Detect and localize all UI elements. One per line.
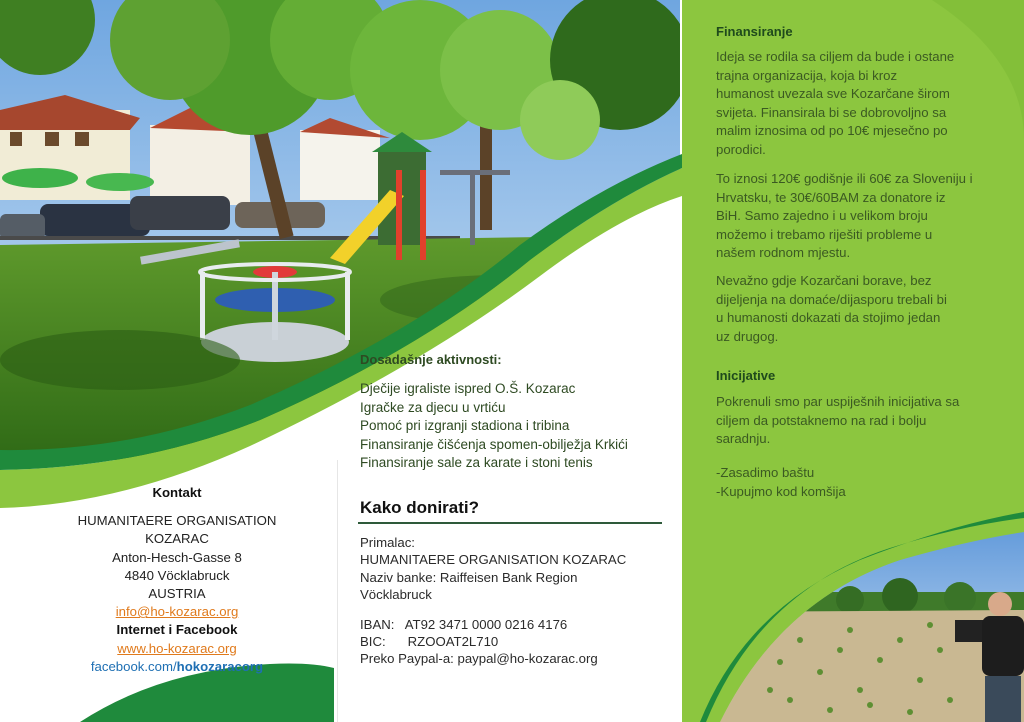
spacer <box>60 502 294 512</box>
donate-heading: Kako donirati? <box>360 498 480 517</box>
initiatives-paragraph <box>716 393 959 449</box>
recipient-name: HUMANITAERE ORGANISATION KOZARAC <box>360 552 627 568</box>
text-line: Pokrenuli smo par uspiješnih inicijativa sa <box>716 394 960 409</box>
city: 4840 Vöcklabruck <box>124 567 230 583</box>
text-line: To iznosi 120€ godišnje ili 60€ za Sloveniju i <box>716 171 973 186</box>
web-heading: Internet i Facebook <box>116 622 238 638</box>
iban: IBAN: AT92 3471 0000 0216 4176 <box>360 616 568 632</box>
financing-paragraph-3 <box>716 272 947 346</box>
facebook-prefix: facebook.com/ <box>90 658 177 674</box>
text-line: BiH. Samo zajedno i u velikom broju <box>716 208 928 224</box>
recipient-label: Primalac: <box>360 535 415 550</box>
initiatives-heading: Inicijative <box>716 368 776 383</box>
text-line: saradnju. <box>716 431 771 447</box>
email-link[interactable]: info@ho-kozarac.org <box>115 604 239 620</box>
text-line: trajna organizacija, koja bi kroz <box>716 67 898 83</box>
bank-name-cont: Vöcklabruck <box>360 587 432 603</box>
text-line: Ideja se rodila sa ciljem da bude i ostane <box>716 49 955 64</box>
text-line: našem rodnom mjestu. <box>716 245 851 261</box>
text-line: u humanosti dokazati da stojimo jedan <box>716 310 941 326</box>
list-item: Igračke za djecu u vrtiću <box>360 399 506 415</box>
list-item: Finansiranje sale za karate i stoni tenis <box>360 455 593 471</box>
text-line: možemo i trebamo riješiti probleme u <box>716 226 933 242</box>
initiatives-list <box>716 464 846 501</box>
text-line: Hrvatsku, te 30€/60BAM za donatore iz <box>716 189 946 205</box>
country: AUSTRIA <box>148 586 206 602</box>
list-item: Dječije igraliste ispred O.Š. Kozarac <box>360 381 576 396</box>
activities-list <box>360 380 628 473</box>
spacer <box>360 604 626 616</box>
text-line: humanost uvezala sve Kozarčane širom <box>716 86 950 102</box>
org-name: HUMANITAERE ORGANISATION <box>77 513 277 529</box>
text-line: Nevažno gdje Kozarčani borave, bez <box>716 273 932 288</box>
contact-block <box>60 484 294 676</box>
financing-heading: Finansiranje <box>716 24 793 39</box>
text-line: svijeta. Finansirala bi se dobrovoljno sa <box>716 104 947 120</box>
facebook-handle: hokozaracorg <box>176 658 264 674</box>
column-divider <box>337 460 338 722</box>
facebook-link[interactable] <box>60 658 294 676</box>
contact-heading: Kontakt <box>152 485 202 500</box>
donate-divider <box>358 522 662 524</box>
list-item: -Kupujmo kod komšija <box>716 483 846 499</box>
list-item: Pomoć pri izgranji stadiona i tribina <box>360 418 570 434</box>
bic: BIC: RZOOAT2L710 <box>360 634 499 650</box>
text-line: ciljem da potstaknemo na rad i bolju <box>716 412 927 428</box>
list-item: -Zasadimo baštu <box>716 465 815 480</box>
text-line: malim iznosima od po 10€ mjesečno po <box>716 123 948 139</box>
financing-paragraph-1 <box>716 48 954 160</box>
donate-details <box>360 534 626 668</box>
list-item: Finansiranje čišćenja spomen-obilježja Krkići <box>360 436 628 452</box>
paypal: Preko Paypal-a: paypal@ho-kozarac.org <box>360 651 598 667</box>
financing-paragraph-2 <box>716 170 973 263</box>
text-line: porodici. <box>716 141 766 157</box>
org-name-cont: KOZARAC <box>145 531 209 547</box>
street: Anton-Hesch-Gasse 8 <box>112 549 242 565</box>
text-line: dijeljenja na domaće/dijasporu trebali bi <box>716 291 947 307</box>
bank-name: Naziv banke: Raiffeisen Bank Region <box>360 569 578 585</box>
activities-heading: Dosadašnje aktivnosti: <box>360 352 502 367</box>
website-link[interactable]: www.ho-kozarac.org <box>117 640 237 656</box>
text-line: uz drugog. <box>716 328 779 344</box>
